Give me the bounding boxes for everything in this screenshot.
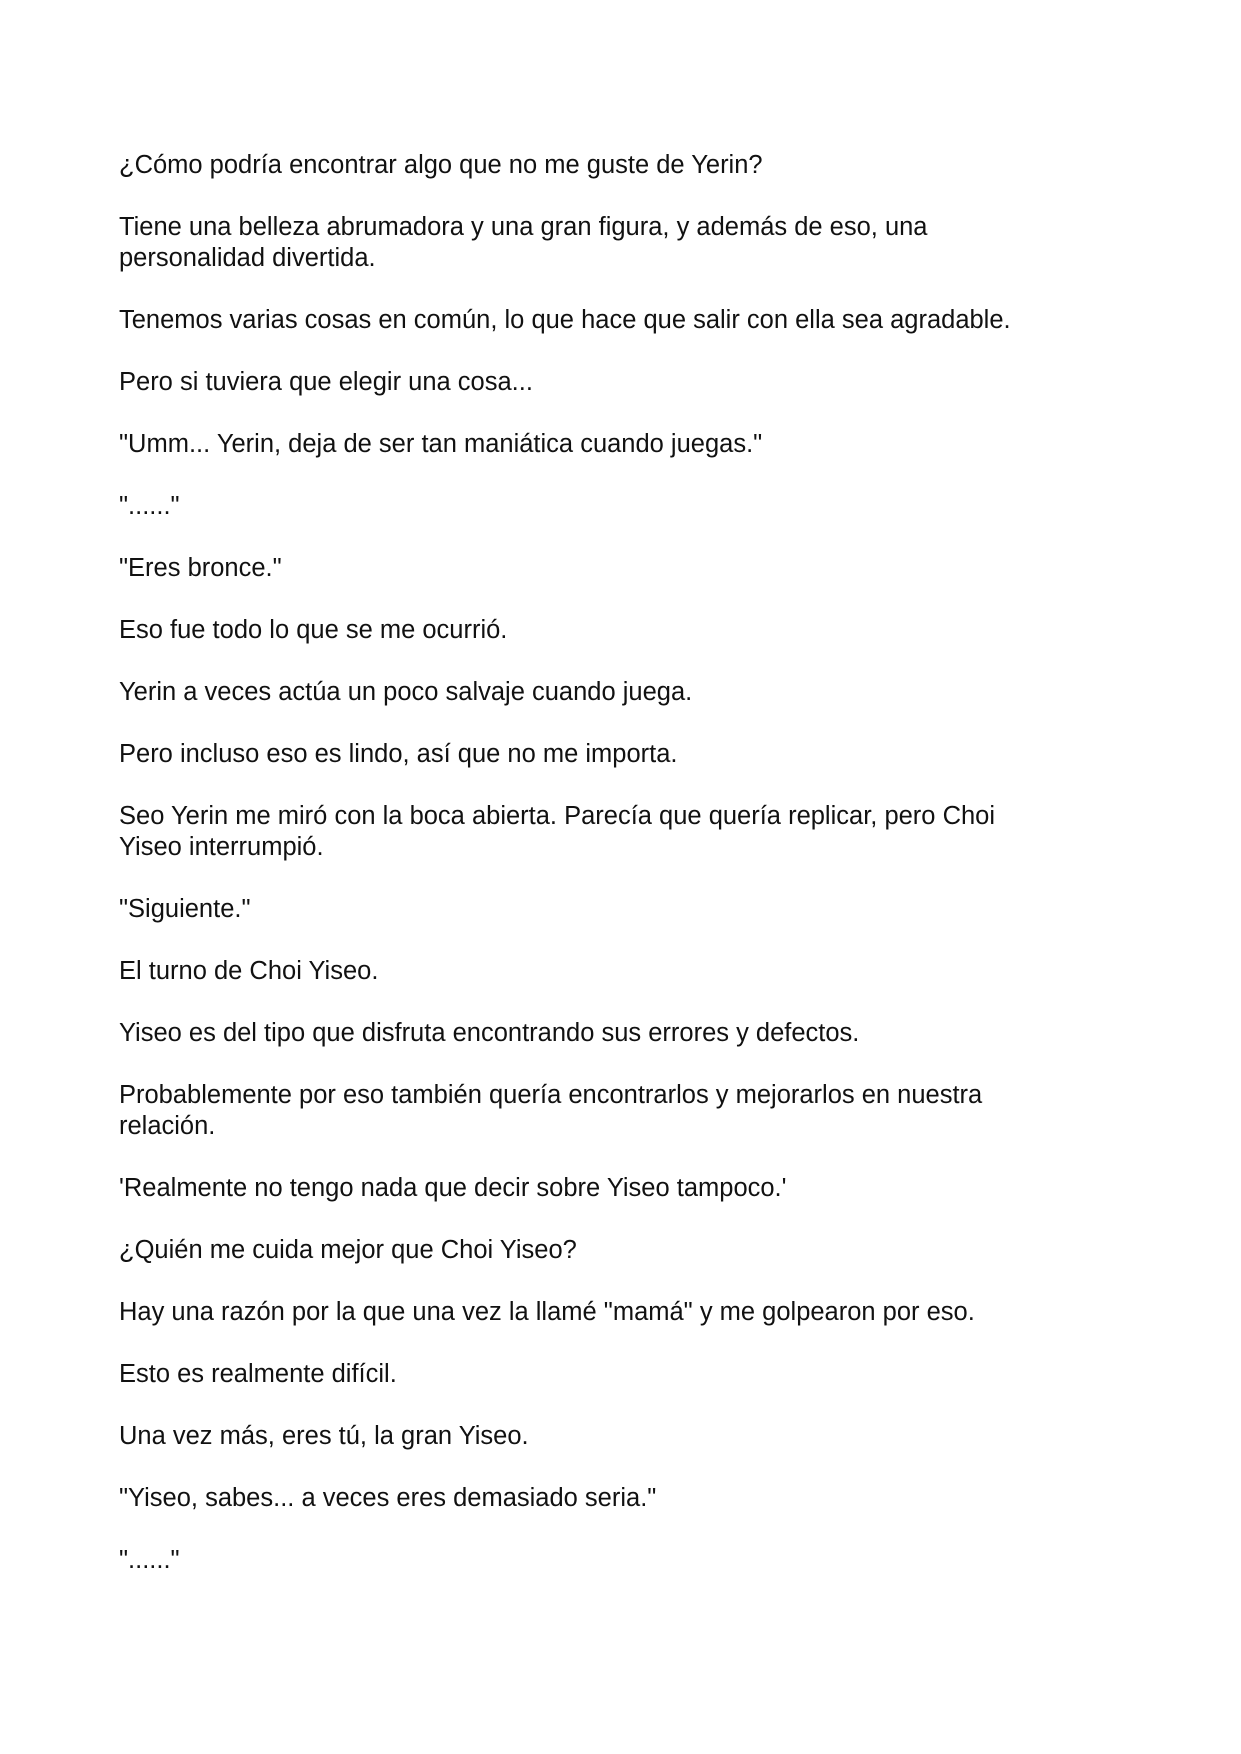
dialogue-line: "Siguiente.": [119, 895, 251, 923]
dialogue-line: "Eres bronce.": [119, 554, 282, 582]
paragraph: Seo Yerin me miró con la boca abierta. Parecía que quería replicar, pero Choi Yiseo interrumpió.: [119, 802, 996, 861]
paragraph: Esto es realmente difícil.: [119, 1360, 397, 1388]
dialogue-line: "......": [119, 492, 180, 520]
paragraph: Hay una razón por la que una vez la llamé "mamá" y me golpearon por eso.: [119, 1298, 975, 1326]
paragraph: El turno de Choi Yiseo.: [119, 957, 379, 985]
paragraph: Tiene una belleza abrumadora y una gran figura, y además de eso, una personalidad divertida.: [119, 213, 928, 272]
dialogue-line: "Umm... Yerin, deja de ser tan maniática cuando juegas.": [119, 430, 763, 458]
paragraph: ¿Quién me cuida mejor que Choi Yiseo?: [119, 1236, 577, 1264]
paragraph: ¿Cómo podría encontrar algo que no me guste de Yerin?: [119, 151, 763, 179]
paragraph: Eso fue todo lo que se me ocurrió.: [119, 616, 508, 644]
paragraph: Yiseo es del tipo que disfruta encontrando sus errores y defectos.: [119, 1019, 860, 1047]
document-body: [119, 150, 1079, 1607]
dialogue-line: "......": [119, 1546, 180, 1574]
dialogue-line: "Yiseo, sabes... a veces eres demasiado seria.": [119, 1484, 657, 1512]
paragraph: Tenemos varias cosas en común, lo que hace que salir con ella sea agradable.: [119, 306, 1011, 334]
paragraph: Una vez más, eres tú, la gran Yiseo.: [119, 1422, 529, 1450]
paragraph: Yerin a veces actúa un poco salvaje cuando juega.: [119, 678, 693, 706]
paragraph: Pero incluso eso es lindo, así que no me importa.: [119, 740, 678, 768]
paragraph: Pero si tuviera que elegir una cosa...: [119, 368, 533, 396]
paragraph: Probablemente por eso también quería encontrarlos y mejorarlos en nuestra relación.: [119, 1081, 983, 1140]
thought-line: 'Realmente no tengo nada que decir sobre Yiseo tampoco.': [119, 1174, 787, 1202]
